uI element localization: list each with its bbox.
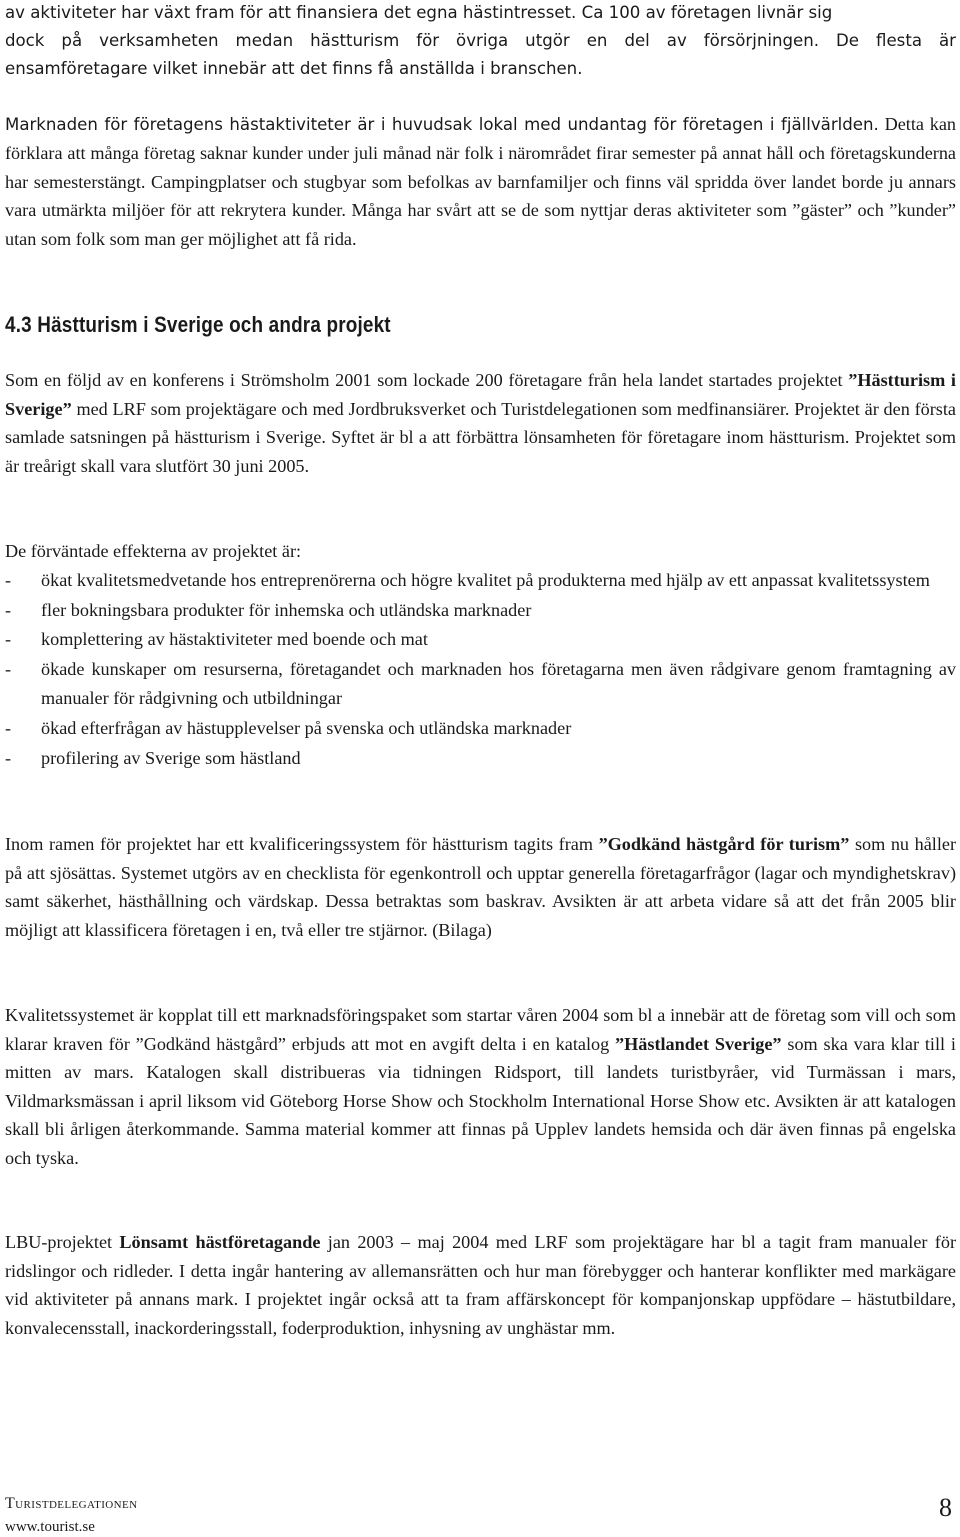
list-dash: -	[5, 629, 12, 650]
intro-line-2: dock på verksamheten medan hästturism för övriga utgör en del av försörjningen. De flesta är	[5, 31, 956, 50]
paragraph-intro	[5, 0, 956, 83]
list-dash: -	[5, 599, 12, 620]
paragraph-quality-system	[5, 1001, 956, 1172]
list-item	[5, 625, 956, 655]
paragraph-lbu-project	[5, 1228, 956, 1342]
section-heading: 4.3 Hästturism i Sverige och andra projekt	[5, 312, 391, 337]
project-intro-text-b: med LRF som projektägare och med Jordbruksverket och Turistdelegationen som medfinansiärer. Projektet är den första samlade satsningen på hästturism i Sverige. Syftet är bl a att förbättra lönsamheten för företagare inom hästturism. Projektet som är treårigt skall vara slutfört 30 juni 2005.	[5, 398, 956, 476]
list-item	[5, 655, 956, 714]
list-item-text: ökat kvalitetsmedvetande hos entreprenörerna och högre kvalitet på produkterna med hjälp av ett anpassat kvalitetssystem	[41, 570, 930, 590]
page-number: 8	[939, 1493, 952, 1522]
paragraph-project-intro	[5, 366, 956, 480]
intro-line-3: ensamföretagare vilket innebär att det finns få anställda i branschen.	[5, 59, 583, 78]
qualification-text-a: Inom ramen för projektet har ett kvalificeringssystem för hästturism tagits fram	[5, 834, 599, 854]
list-item	[5, 566, 956, 596]
list-item-text: ökad efterfrågan av hästupplevelser på svenska och utländska marknader	[41, 717, 572, 738]
market-serif-text: Detta kan förklara att många företag saknar kunder under juli månad när folk i närområdet firar semester på annat håll och företagskunderna har semesterstängt. Campingplatser och stugbyar som befolkas av barnfamiljer och finns väl spridda över landet borde ju annars vara utmärkta miljöer för att rekrytera kunder. Många har svårt att se de som nyttjar deras aktiviteter som ”gäster” och ”kunder” utan som folk som man ger möjlighet att få rida.	[5, 114, 956, 249]
list-dash: -	[5, 717, 12, 738]
list-item-text: ökade kunskaper om resurserna, företagandet och marknaden hos företagarna men även rådgivare genom framtagning av manualer för rådgivning och utbildningar	[41, 658, 956, 709]
footer-organization: Turistdelegationen	[5, 1495, 138, 1512]
intro-line-1: av aktiviteter har växt fram för att finansiera det egna hästintresset. Ca 100 av företagen livnär sig	[5, 3, 833, 22]
lbu-name-bold: Lönsamt hästföretagande	[119, 1232, 321, 1252]
footer-url: www.tourist.se	[5, 1519, 95, 1535]
list-item	[5, 714, 956, 744]
list-item-text: fler bokningsbara produkter för inhemska och utländska marknader	[41, 599, 532, 620]
effects-list	[5, 566, 956, 773]
paragraph-effects-intro: De förväntade effekterna av projektet är:	[5, 541, 302, 561]
qualification-name-bold: ”Godkänd hästgård för turism”	[598, 834, 850, 854]
list-dash: -	[5, 747, 12, 768]
market-sans-text: Marknaden för företagens hästaktiviteter är i huvudsak lokal med undantag för företagen i fjällvärlden.	[5, 115, 879, 134]
list-item-text: komplettering av hästaktiviteter med boende och mat	[41, 629, 428, 650]
list-item	[5, 744, 956, 774]
list-dash: -	[5, 658, 12, 679]
lbu-text-b: jan 2003 – maj 2004 med LRF som projektägare har bl a tagit fram manualer för ridslingor och ridleder. I detta ingår hantering av allemansrätten och hur man förebygger och hanterar konflikter med markägare vid aktiviteter på annans mark. I projektet ingår också att ta fram affärskoncept för kompanjonskap uppfödare – hästutbildare, konvalecensstall, inackorderingsstall, foderproduktion, inhysning av unghästar mm.	[5, 1232, 957, 1338]
list-dash: -	[5, 570, 12, 590]
catalog-name-bold: ”Hästlandet Sverige”	[615, 1033, 782, 1054]
project-name-bold: ”Hästturism i Sverige”	[5, 370, 956, 419]
project-intro-text-a: Som en följd av en konferens i Strömsholm 2001 som lockade 200 företagare från hela landet startades projektet	[5, 370, 849, 390]
list-item-text: profilering av Sverige som hästland	[41, 747, 301, 768]
paragraph-qualification	[5, 830, 956, 944]
list-item	[5, 596, 956, 626]
quality-text-a: Kvalitetssystemet är kopplat till ett marknadsföringspaket som startar våren 2004 som bl a innebär att de företag som vill och som klarar kraven för ”Godkänd hästgård” erbjuds att mot en avgift delta i en katalog	[5, 1005, 956, 1054]
lbu-text-a: LBU-projektet	[5, 1232, 120, 1252]
quality-text-b: som ska vara klar till i mitten av mars. Katalogen skall distribueras via tidningen Ridsport, till landets turistbyråer, vid Turmässan i mars, Vildmarksmässan i april liksom vid Göteborg Horse Show och Stockholm International Horse Show etc. Avsikten är att katalogen skall bli årligen återkommande. Samma material kommer att finnas på Upplev landets hemsida och där även finnas på engelska och tyska.	[5, 1033, 956, 1168]
paragraph-market	[5, 110, 956, 253]
qualification-text-b: som nu håller på att sjösättas. Systemet utgörs av en checklista för egenkontroll och upptar generella företagarfrågor (lagar och myndighetskrav) samt säkerhet, hästhållning och värdskap. Dessa betraktas som baskrav. Avsikten är att arbeta vidare så att det från 2005 blir möjligt att klassificera företagen i en, två eller tre stjärnor. (Bilaga)	[5, 834, 956, 940]
